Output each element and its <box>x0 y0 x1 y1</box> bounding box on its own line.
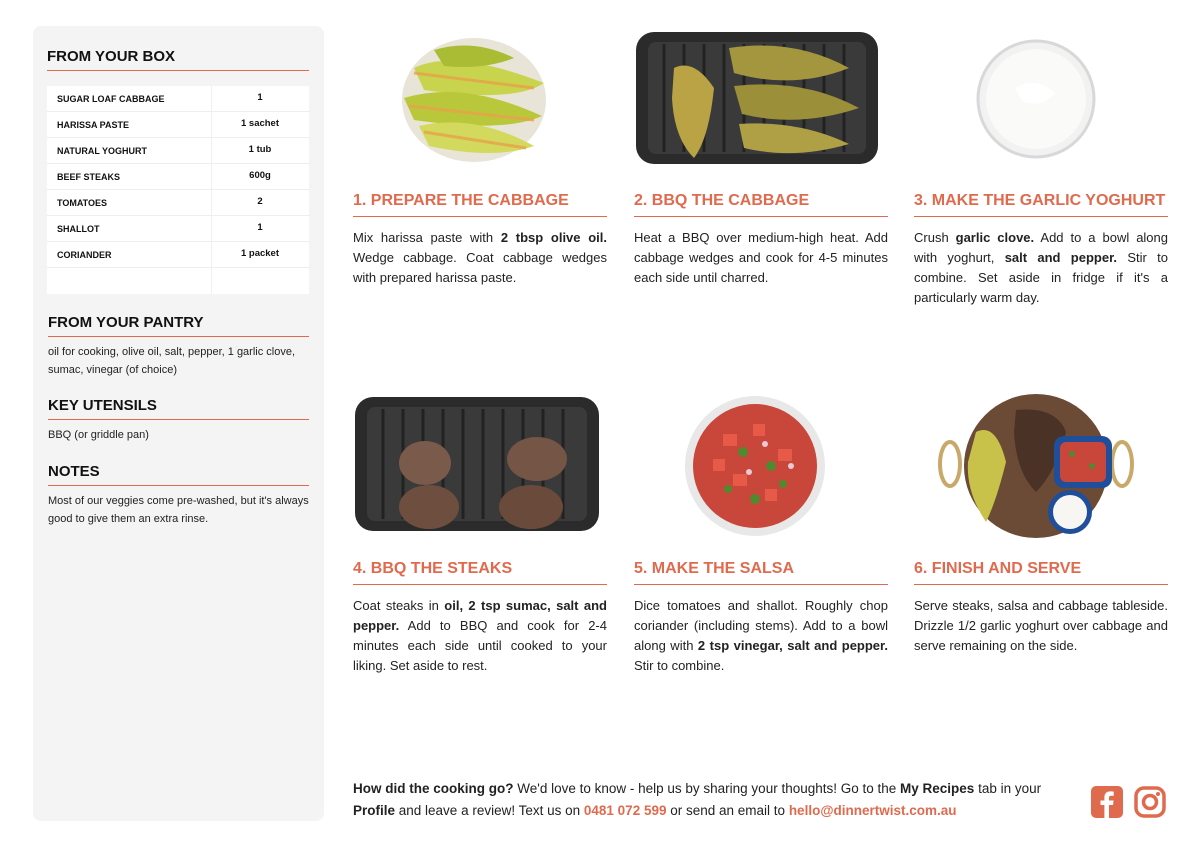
ingredients-sidebar <box>33 26 324 821</box>
prepared-cabbage-image <box>394 28 554 168</box>
bold-text: 2 tbsp olive oil. <box>500 230 607 245</box>
step-6-body <box>914 596 1168 656</box>
bold-text: garlic clove. <box>955 230 1035 245</box>
ingredient-name: SHALLOT <box>57 224 100 234</box>
ingredient-row <box>47 86 309 112</box>
step-3-body <box>914 228 1168 308</box>
facebook-icon[interactable] <box>1091 786 1123 818</box>
step-6-title: 6. FINISH AND SERVE <box>914 560 1168 585</box>
body-text: Crush <box>914 230 956 245</box>
step-3-title: 3. MAKE THE GARLIC YOGHURT <box>914 192 1168 217</box>
footer-text: tab in your <box>974 781 1042 796</box>
ingredient-qty: 1 packet <box>240 248 280 259</box>
bbq-steaks-image <box>353 393 601 535</box>
phone-link[interactable]: 0481 072 599 <box>583 803 667 818</box>
notes-text: Most of our veggies come pre-washed, but it's always good to give them an extra rinse. <box>48 495 309 525</box>
ingredient-row <box>47 242 309 268</box>
bold-text: oil, 2 tsp sumac, salt and pepper. <box>353 598 607 633</box>
body-text: Add to a bowl along with yoghurt, <box>914 230 1168 265</box>
ingredient-name: NATURAL YOGHURT <box>57 146 147 156</box>
bold-text: Profile <box>353 803 396 818</box>
body-text: Serve steaks, salsa and cabbage tableside. Drizzle 1/2 garlic yoghurt over cabbage and serve remaining on the side. <box>914 598 1168 653</box>
pantry-text: oil for cooking, olive oil, salt, pepper, 1 garlic clove, sumac, vinegar (of choice) <box>48 346 296 376</box>
ingredient-row <box>47 216 309 242</box>
step-5-title: 5. MAKE THE SALSA <box>634 560 888 585</box>
ingredient-name: BEEF STEAKS <box>57 172 121 182</box>
body-text: Stir to combine. <box>634 658 725 673</box>
bold-text: salt and pepper. <box>1004 250 1118 265</box>
ingredient-name: SUGAR LOAF CABBAGE <box>57 94 165 104</box>
ingredient-row <box>47 190 309 216</box>
bold-text: How did the cooking go? <box>353 781 514 796</box>
body-text: Add to BBQ and cook for 2-4 minutes each side until cooked to your liking. Set aside to rest. <box>353 618 607 673</box>
ingredient-name: HARISSA PASTE <box>57 120 130 130</box>
body-text: Stir to combine. Set aside in fridge if it's a particularly warm day. <box>914 250 1168 305</box>
footer-text: We'd love to know - help us by sharing your thoughts! Go to the <box>513 781 901 796</box>
grilled-cabbage-image <box>634 28 880 168</box>
email-link[interactable]: hello@dinnertwist.com.au <box>788 803 957 818</box>
utensils-text: BBQ (or griddle pan) <box>48 429 149 441</box>
finished-dish-image <box>936 392 1136 540</box>
step-5-body <box>634 596 888 676</box>
ingredient-qty: 1 sachet <box>240 118 280 129</box>
body-text: Coat steaks in <box>353 598 445 613</box>
step-2-body <box>634 228 888 288</box>
step-4-title: 4. BBQ THE STEAKS <box>353 560 607 585</box>
bold-text: My Recipes <box>900 781 975 796</box>
notes-heading: NOTES <box>48 463 309 486</box>
feedback-footer <box>353 778 1073 822</box>
ingredient-name: TOMATOES <box>57 198 108 208</box>
step-1-body <box>353 228 607 288</box>
instagram-icon[interactable] <box>1134 786 1166 818</box>
ingredients-table <box>47 86 309 294</box>
ingredient-qty: 1 tub <box>248 144 272 155</box>
from-your-pantry-heading: FROM YOUR PANTRY <box>48 314 309 337</box>
ingredient-row <box>47 112 309 138</box>
body-text: Mix harissa paste with <box>353 230 501 245</box>
ingredient-name: CORIANDER <box>57 250 112 260</box>
body-text: Heat a BBQ over medium-high heat. Add cabbage wedges and cook for 4-5 minutes each side until charred. <box>634 230 888 285</box>
key-utensils-heading: KEY UTENSILS <box>48 397 309 420</box>
ingredient-row <box>47 164 309 190</box>
ingredient-qty: 2 <box>257 196 263 207</box>
body-text: Dice tomatoes and shallot. Roughly chop coriander (including stems). Add to a bowl along with <box>634 598 888 653</box>
body-text: Wedge cabbage. Coat cabbage wedges with prepared harissa paste. <box>353 250 607 285</box>
step-1-title: 1. PREPARE THE CABBAGE <box>353 192 607 217</box>
footer-text: and leave a review! Text us on <box>395 803 584 818</box>
footer-text: or send an email to <box>666 803 789 818</box>
ingredient-row <box>47 138 309 164</box>
from-your-box-heading: FROM YOUR BOX <box>47 48 309 71</box>
garlic-yoghurt-image <box>975 38 1097 160</box>
step-2-title: 2. BBQ THE CABBAGE <box>634 192 888 217</box>
step-4-body <box>353 596 607 676</box>
bold-text: 2 tsp vinegar, salt and pepper. <box>697 638 888 653</box>
ingredient-qty: 1 <box>257 222 263 233</box>
ingredient-qty: 1 <box>257 92 263 103</box>
salsa-image <box>683 394 827 538</box>
ingredient-qty: 600g <box>249 170 271 181</box>
